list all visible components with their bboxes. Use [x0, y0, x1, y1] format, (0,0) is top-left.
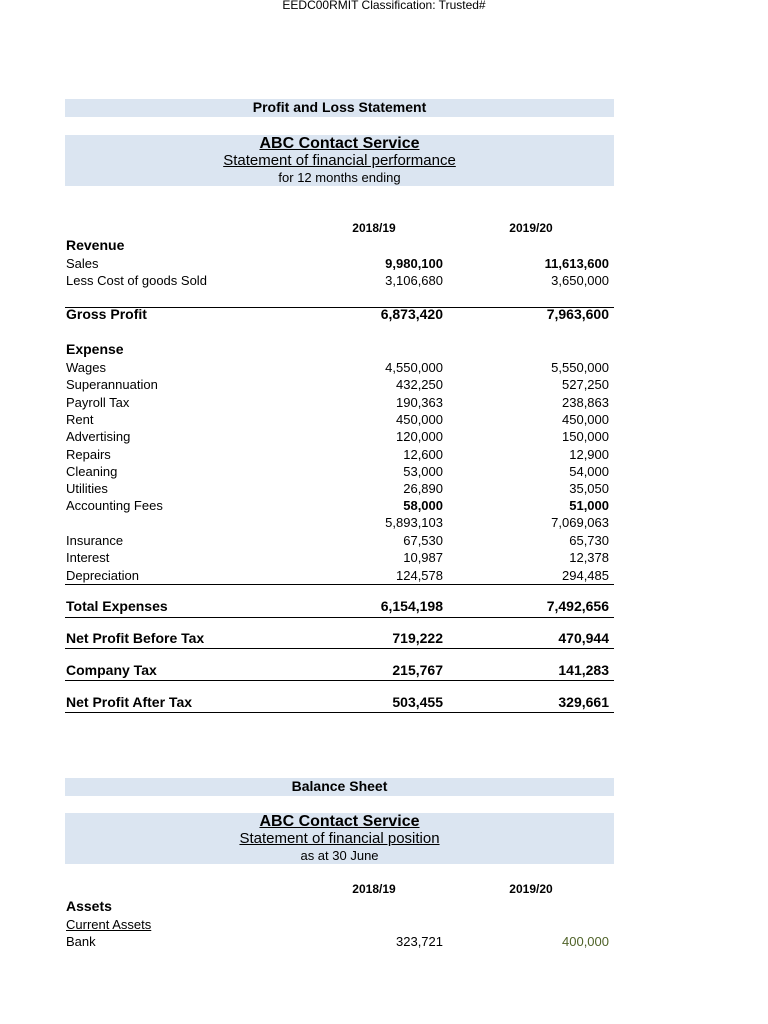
row-value-2018: 53,000: [403, 463, 443, 479]
row-value-2019: 35,050: [569, 481, 609, 497]
divider: [65, 680, 614, 681]
row-value-2018: 719,222: [392, 630, 443, 646]
npbt-row: [66, 630, 614, 650]
row-label: Total Expenses: [66, 598, 168, 614]
bank-row: [66, 934, 614, 951]
expense-row: [66, 377, 614, 394]
expense-row: [66, 498, 614, 515]
row-label: Superannuation: [66, 377, 158, 393]
row-value-2019: 450,000: [562, 411, 609, 427]
expense-row: [66, 568, 614, 585]
row-value-2019: 65,730: [569, 533, 609, 548]
classification-header: EEDC00RMIT Classification: Trusted#: [282, 0, 486, 12]
row-value-2019: 3,650,000: [551, 273, 609, 288]
row-value-2019: 527,250: [562, 377, 609, 393]
bs-period: as at 30 June: [300, 848, 379, 863]
pnl-header-band: [65, 135, 614, 186]
row-value-2019: 54,000: [569, 463, 609, 479]
row-value-2018: 9,980,100: [385, 256, 443, 271]
revenue-heading: Revenue: [66, 237, 125, 253]
expense-row: [66, 412, 614, 429]
row-value-2019: 12,378: [569, 550, 609, 566]
row-value-2019: 7,963,600: [546, 306, 609, 322]
current-assets-label: Current Assets: [66, 917, 152, 932]
row-label: Insurance: [66, 533, 124, 548]
divider: [65, 648, 614, 649]
row-label: Advertising: [66, 429, 131, 445]
row-label: Less Cost of goods Sold: [66, 273, 207, 288]
row-value-2018: 5,893,103: [385, 515, 443, 530]
expense-row: [66, 550, 614, 567]
row-label: Net Profit After Tax: [66, 694, 193, 710]
expense-row: [66, 360, 614, 377]
gross-profit-row: [66, 306, 614, 326]
row-value-2019: 11,613,600: [544, 256, 609, 271]
row-label: Net Profit Before Tax: [66, 630, 205, 646]
row-label: Utilities: [66, 481, 108, 497]
bs-col-2019: 2019/20: [509, 882, 553, 896]
row-value-2018: 450,000: [396, 411, 443, 427]
row-label: Wages: [66, 360, 106, 375]
expense-heading: Expense: [66, 341, 124, 357]
row-value-2018: 190,363: [396, 394, 443, 410]
row-label: Interest: [66, 550, 110, 566]
pnl-subtitle: Statement of financial performance: [223, 152, 456, 169]
divider: [65, 712, 614, 713]
expense-row: [66, 447, 614, 464]
current-assets-row: [66, 917, 614, 934]
sales-row: [66, 256, 614, 273]
row-value-2018: 67,530: [403, 533, 443, 548]
row-value-2018: 215,767: [392, 662, 443, 678]
expense-row: [66, 395, 614, 412]
row-value-2019: 150,000: [562, 429, 609, 445]
row-value-2018: 12,600: [403, 446, 443, 462]
pnl-period: for 12 months ending: [278, 170, 401, 185]
row-value-2018: 120,000: [396, 429, 443, 445]
row-value-2019: 400,000: [562, 934, 609, 949]
npat-row: [66, 694, 614, 714]
expense-subtotal-row: [66, 515, 614, 532]
row-label: Repairs: [66, 446, 111, 462]
row-value-2019: 238,863: [562, 394, 609, 410]
row-label: Cleaning: [66, 463, 118, 479]
row-label: Rent: [66, 411, 94, 427]
total-expenses-row: [66, 598, 614, 618]
bs-header-band: [65, 813, 614, 864]
bs-subtitle: Statement of financial position: [239, 830, 440, 847]
expense-row: [66, 429, 614, 446]
pnl-title: Profit and Loss Statement: [65, 99, 614, 117]
row-value-2018: 323,721: [396, 934, 443, 949]
assets-heading: Assets: [66, 898, 112, 914]
row-label: Payroll Tax: [66, 394, 130, 410]
row-value-2018: 6,154,198: [380, 598, 443, 614]
pnl-org-name: ABC Contact Service: [259, 135, 420, 152]
row-value-2019: 7,492,656: [546, 598, 609, 614]
row-label: Depreciation: [66, 567, 139, 583]
row-value-2018: 3,106,680: [385, 273, 443, 288]
row-value-2019: 294,485: [562, 567, 609, 583]
row-value-2018: 4,550,000: [385, 360, 443, 375]
row-value-2018: 124,578: [396, 567, 443, 583]
cogs-row: [66, 273, 614, 290]
divider: [65, 617, 614, 618]
row-label: Accounting Fees: [66, 498, 163, 514]
row-label: Sales: [66, 256, 99, 271]
row-value-2019: 51,000: [569, 498, 609, 514]
row-label: Company Tax: [66, 662, 157, 678]
row-value-2019: 329,661: [558, 694, 609, 710]
expense-row: [66, 533, 614, 550]
bs-col-2018: 2018/19: [352, 882, 396, 896]
row-label: Bank: [66, 934, 96, 949]
bs-title: Balance Sheet: [65, 778, 614, 796]
expense-row: [66, 481, 614, 498]
row-value-2019: 141,283: [558, 662, 609, 678]
divider: [65, 584, 614, 585]
bs-org-name: ABC Contact Service: [259, 813, 420, 830]
row-value-2018: 26,890: [403, 481, 443, 497]
row-label: Gross Profit: [66, 306, 147, 322]
row-value-2018: 58,000: [403, 498, 443, 514]
row-value-2019: 5,550,000: [551, 360, 609, 375]
company-tax-row: [66, 662, 614, 682]
expense-row: [66, 464, 614, 481]
row-value-2018: 432,250: [396, 377, 443, 393]
row-value-2018: 10,987: [403, 550, 443, 566]
row-value-2019: 12,900: [569, 446, 609, 462]
pnl-col-2018: 2018/19: [352, 221, 396, 235]
row-value-2019: 470,944: [558, 630, 609, 646]
row-value-2018: 503,455: [392, 694, 443, 710]
row-value-2018: 6,873,420: [380, 306, 443, 322]
pnl-col-2019: 2019/20: [509, 221, 553, 235]
row-value-2019: 7,069,063: [551, 515, 609, 530]
